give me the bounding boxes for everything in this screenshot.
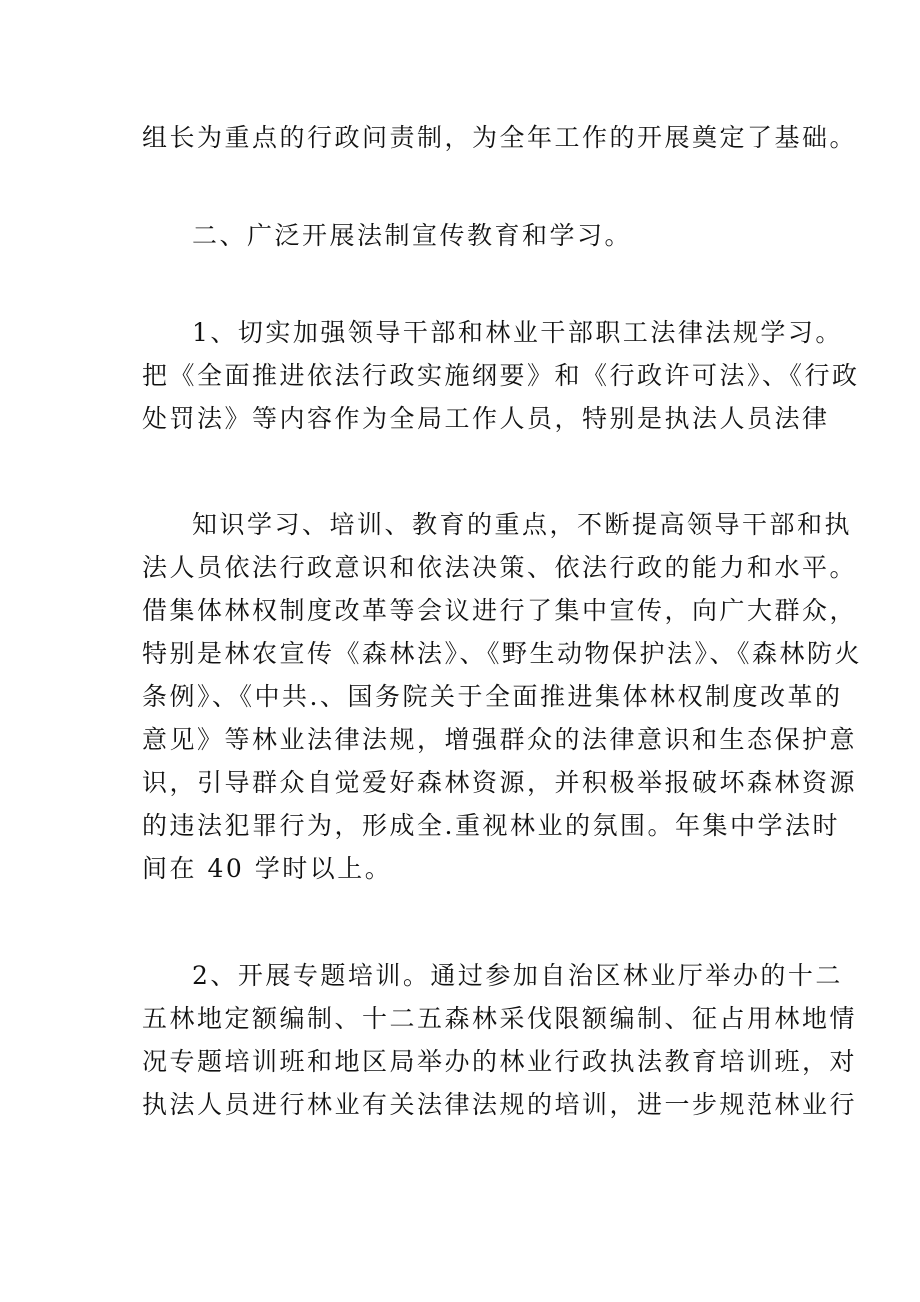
text-line: 识，引导群众自觉爱好森林资源，并积极举报破坏森林资源 bbox=[142, 768, 858, 797]
section-heading: 二、广泛开展法制宣传教育和学习。 bbox=[192, 221, 633, 250]
text-line: 处罚法》等内容作为全局工作人员，特别是执法人员法律 bbox=[142, 404, 830, 433]
text-line: 的违法犯罪行为，形成全.重视林业的氛围。年集中学法时 bbox=[142, 811, 840, 840]
text-line: 五林地定额编制、十二五森林采伐限额编制、征占用林地情 bbox=[142, 1004, 858, 1033]
text-line: 执法人员进行林业有关法律法规的培训，进一步规范林业行 bbox=[142, 1090, 858, 1119]
text-line: 况专题培训班和地区局举办的林业行政执法教育培训班，对 bbox=[142, 1047, 858, 1076]
text-line: 2、开展专题培训。通过参加自治区林业厅举办的十二 bbox=[192, 961, 843, 990]
text-line: 意见》等林业法律法规，增强群众的法律意识和生态保护意 bbox=[142, 725, 858, 754]
text-line: 借集体林权制度改革等会议进行了集中宣传，向广大群众， bbox=[142, 596, 858, 625]
text-line: 特别是林农宣传《森林法》、《野生动物保护法》、《森林防火 bbox=[142, 639, 863, 668]
text-line: 条例》、《中共.、国务院关于全面推进集体林权制度改革的 bbox=[142, 682, 843, 711]
text-line: 把《全面推进依法行政实施纲要》和《行政许可法》、《行政 bbox=[142, 361, 860, 390]
text-line: 1、切实加强领导干部和林业干部职工法律法规学习。 bbox=[192, 318, 843, 347]
text-line: 法人员依法行政意识和依法决策、依法行政的能力和水平。 bbox=[142, 553, 858, 582]
text-line: 组长为重点的行政问责制，为全年工作的开展奠定了基础。 bbox=[142, 123, 858, 152]
text-line: 间在 40 学时以上。 bbox=[142, 854, 393, 883]
text-line: 知识学习、培训、教育的重点，不断提高领导干部和执 bbox=[192, 510, 853, 539]
